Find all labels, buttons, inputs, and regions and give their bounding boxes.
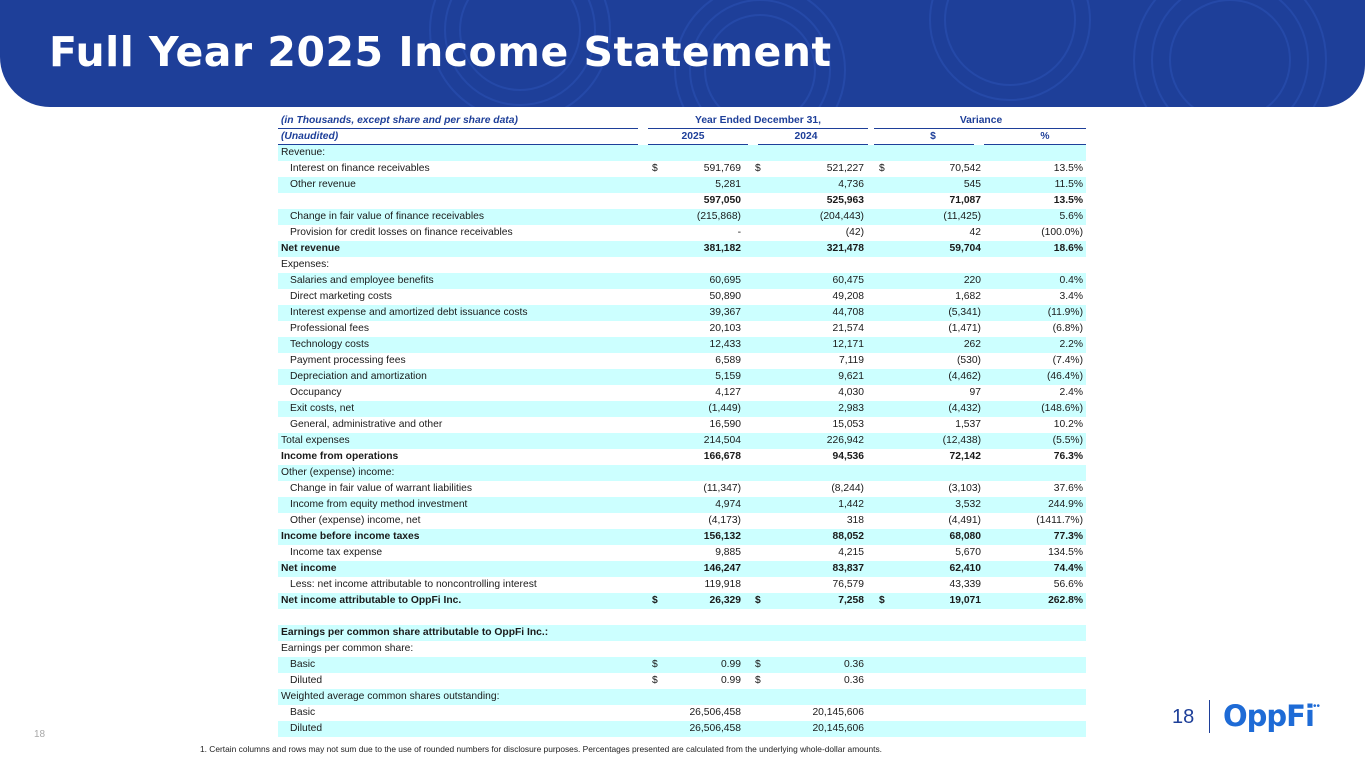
- table-row: [278, 257, 1086, 273]
- oppfi-logo: OppFi: [1223, 699, 1314, 733]
- value-variance: 71,087: [949, 195, 981, 206]
- value-2025: 12,433: [709, 339, 741, 350]
- value-variance-pct: 13.5%: [1053, 195, 1083, 206]
- value-2024: 0.36: [843, 675, 864, 686]
- table-row: [278, 625, 1086, 641]
- table-row: [278, 161, 1086, 177]
- value-variance-pct: (7.4%): [1052, 355, 1083, 366]
- value-2025: 60,695: [709, 275, 741, 286]
- row-label: Income before income taxes: [281, 531, 420, 542]
- value-2025: 0.99: [720, 659, 741, 670]
- value-2024: 12,171: [832, 339, 864, 350]
- table-row: [278, 433, 1086, 449]
- value-2025: 6,589: [715, 355, 741, 366]
- value-variance-pct: 3.4%: [1059, 291, 1083, 302]
- value-2024: 60,475: [832, 275, 864, 286]
- row-label: Revenue:: [281, 147, 326, 158]
- brand-separator: [1209, 700, 1210, 733]
- value-variance-pct: 262.8%: [1048, 595, 1083, 606]
- table-header-row-2: [278, 129, 1086, 145]
- value-variance: 262: [963, 339, 981, 350]
- value-2024: 0.36: [843, 659, 864, 670]
- value-2024: 2,983: [838, 403, 864, 414]
- value-variance: (11,425): [943, 211, 981, 222]
- value-variance-pct: 77.3%: [1053, 531, 1083, 542]
- value-2024: 1,442: [838, 499, 864, 510]
- value-variance-pct: 11.5%: [1054, 179, 1083, 190]
- value-variance-pct: (11.9%): [1047, 307, 1083, 318]
- value-2024: 44,708: [832, 307, 864, 318]
- value-2024: 94,536: [832, 451, 864, 462]
- table-row: [278, 145, 1086, 161]
- value-2024: 49,208: [832, 291, 864, 302]
- table-row: [278, 353, 1086, 369]
- value-2025: 5,159: [715, 371, 741, 382]
- value-2025: 26,506,458: [689, 723, 741, 734]
- value-variance: 3,532: [955, 499, 981, 510]
- value-2024: 7,258: [838, 595, 864, 606]
- row-label: Other (expense) income:: [281, 467, 395, 478]
- table-row: [278, 673, 1086, 689]
- value-2025: 156,132: [703, 531, 741, 542]
- value-2024: 4,736: [838, 179, 864, 190]
- value-2024: 15,053: [832, 419, 864, 430]
- header-col-2024: 2024: [794, 131, 818, 142]
- row-label: Depreciation and amortization: [290, 371, 427, 382]
- value-variance: 72,142: [949, 451, 981, 462]
- value-2024: 21,574: [832, 323, 864, 334]
- table-row: [278, 689, 1086, 705]
- row-label: Total expenses: [281, 435, 350, 446]
- value-variance: 43,339: [949, 579, 981, 590]
- table-row: [278, 705, 1086, 721]
- value-variance: 59,704: [949, 243, 981, 254]
- value-2024: 9,621: [838, 371, 864, 382]
- row-label: Income from equity method investment: [290, 499, 468, 510]
- table-row: [278, 417, 1086, 433]
- dollar-2024: $: [755, 659, 761, 670]
- table-row: [278, 545, 1086, 561]
- table-row: [278, 337, 1086, 353]
- row-label: Basic: [290, 659, 316, 670]
- value-2024: 521,227: [826, 163, 864, 174]
- value-variance-pct: 134.5%: [1048, 547, 1083, 558]
- row-label: Change in fair value of warrant liabilities: [290, 483, 473, 494]
- value-2024: (8,244): [831, 483, 864, 494]
- dollar-2025: $: [652, 659, 658, 670]
- row-label: Occupancy: [290, 387, 342, 398]
- table-row: [278, 305, 1086, 321]
- table-row: [278, 529, 1086, 545]
- table-row: [278, 657, 1086, 673]
- value-variance-pct: (148.6%): [1041, 403, 1083, 414]
- value-2025: 0.99: [720, 675, 741, 686]
- value-variance: 1,537: [955, 419, 981, 430]
- header-col-2025: 2025: [681, 131, 705, 142]
- value-2025: 381,182: [703, 243, 741, 254]
- dollar-2024: $: [755, 163, 761, 174]
- value-2025: 4,127: [715, 387, 741, 398]
- value-2025: 597,050: [703, 195, 741, 206]
- slide-title: Full Year 2025 Income Statement: [49, 28, 832, 76]
- value-2025: 20,103: [709, 323, 741, 334]
- value-2025: 26,329: [709, 595, 741, 606]
- table-row: [278, 177, 1086, 193]
- table-row: [278, 321, 1086, 337]
- table-row: [278, 273, 1086, 289]
- value-variance: (530): [956, 355, 981, 366]
- dollar-2025: $: [652, 163, 658, 174]
- value-2024: 318: [846, 515, 864, 526]
- dollar-2024: $: [755, 675, 761, 686]
- row-label: Net revenue: [281, 243, 340, 254]
- table-row: [278, 385, 1086, 401]
- row-label: Professional fees: [290, 323, 369, 334]
- value-2024: (42): [845, 227, 864, 238]
- value-2024: 88,052: [832, 531, 864, 542]
- value-variance-pct: 74.4%: [1053, 563, 1083, 574]
- value-variance-pct: 2.2%: [1059, 339, 1083, 350]
- value-variance-pct: 2.4%: [1059, 387, 1083, 398]
- value-variance-pct: (100.0%): [1041, 227, 1083, 238]
- dollar-variance: $: [879, 163, 885, 174]
- row-label: Less: net income attributable to noncontrolling interest: [290, 579, 537, 590]
- row-label: Interest expense and amortized debt issuance costs: [290, 307, 528, 318]
- value-2025: 119,918: [704, 579, 741, 590]
- row-label: Net income attributable to OppFi Inc.: [281, 595, 462, 606]
- value-variance: 97: [969, 387, 981, 398]
- value-variance: 220: [963, 275, 981, 286]
- value-variance-pct: (6.8%): [1052, 323, 1083, 334]
- value-2024: 76,579: [832, 579, 864, 590]
- value-2025: 26,506,458: [689, 707, 741, 718]
- table-row: [278, 465, 1086, 481]
- value-variance-pct: 18.6%: [1053, 243, 1083, 254]
- value-2025: 5,281: [715, 179, 741, 190]
- table-row: [278, 209, 1086, 225]
- table-row: [278, 721, 1086, 737]
- header-year-group: Year Ended December 31,: [695, 115, 821, 126]
- value-2025: 9,885: [715, 547, 741, 558]
- value-variance: 545: [963, 179, 981, 190]
- table-row: [278, 289, 1086, 305]
- table-row: [278, 593, 1086, 609]
- value-variance: (4,462): [948, 371, 981, 382]
- table-row: [278, 193, 1086, 209]
- value-2025: -: [737, 227, 741, 238]
- table-row: [278, 241, 1086, 257]
- table-row: [278, 481, 1086, 497]
- row-label: Change in fair value of finance receivables: [290, 211, 485, 222]
- header-variance-group: Variance: [959, 115, 1003, 126]
- value-variance: (12,438): [942, 435, 981, 446]
- table-row: [278, 641, 1086, 657]
- value-variance-pct: 56.6%: [1053, 579, 1083, 590]
- row-label: Exit costs, net: [290, 403, 355, 414]
- dollar-variance: $: [879, 595, 885, 606]
- footnote: 1. Certain columns and rows may not sum due to the use of rounded numbers for disclosure purposes. Percentages presented are calculated from the underlying whole-dollar amounts.: [200, 744, 883, 754]
- income-statement-table: [278, 113, 1086, 737]
- value-variance: 68,080: [949, 531, 981, 542]
- value-variance: 5,670: [955, 547, 981, 558]
- value-2024: 525,963: [826, 195, 864, 206]
- dollar-2024: $: [755, 595, 761, 606]
- table-row: [278, 497, 1086, 513]
- value-variance-pct: 244.9%: [1048, 499, 1083, 510]
- row-label: Net income: [281, 563, 337, 574]
- row-label: Direct marketing costs: [290, 291, 392, 302]
- value-variance-pct: 37.6%: [1053, 483, 1083, 494]
- row-label: Income tax expense: [290, 547, 383, 558]
- row-label: Earnings per common share:: [281, 643, 414, 654]
- table-row: [278, 225, 1086, 241]
- value-2024: 20,145,606: [812, 723, 864, 734]
- value-2025: (215,868): [696, 211, 741, 222]
- value-variance: 1,682: [955, 291, 981, 302]
- value-2024: 226,942: [826, 435, 864, 446]
- value-variance-pct: 13.5%: [1053, 163, 1083, 174]
- header-col-pct: %: [1040, 131, 1050, 142]
- value-variance: (4,491): [948, 515, 981, 526]
- dollar-2025: $: [652, 595, 658, 606]
- row-label: Technology costs: [290, 339, 369, 350]
- value-variance: (1,471): [948, 323, 981, 334]
- table-row: [278, 513, 1086, 529]
- row-label: Interest on finance receivables: [290, 163, 430, 174]
- value-2025: 39,367: [709, 307, 741, 318]
- row-label: Diluted: [290, 675, 323, 686]
- value-variance: 62,410: [949, 563, 981, 574]
- value-2025: 214,504: [703, 435, 741, 446]
- brand-page-number: 18: [1172, 706, 1195, 728]
- row-label: Expenses:: [281, 259, 330, 270]
- value-variance: 70,542: [949, 163, 981, 174]
- table-row: [278, 401, 1086, 417]
- value-2024: 321,478: [826, 243, 864, 254]
- value-2025: 166,678: [703, 451, 741, 462]
- row-label: General, administrative and other: [290, 419, 443, 430]
- value-2025: 16,590: [709, 419, 741, 430]
- row-label: Other (expense) income, net: [290, 515, 421, 526]
- value-2025: 4,974: [715, 499, 741, 510]
- value-variance-pct: (46.4%): [1046, 371, 1083, 382]
- value-variance-pct: 10.2%: [1053, 419, 1083, 430]
- value-variance: 42: [969, 227, 981, 238]
- row-label: Basic: [290, 707, 316, 718]
- oppfi-logo-dots: ••: [1313, 701, 1321, 712]
- value-variance-pct: 76.3%: [1053, 451, 1083, 462]
- row-label: Salaries and employee benefits: [290, 275, 434, 286]
- value-2024: 7,119: [838, 355, 864, 366]
- value-variance-pct: 5.6%: [1059, 211, 1083, 222]
- page-number: 18: [34, 729, 46, 740]
- value-variance-pct: 0.4%: [1059, 275, 1083, 286]
- value-variance: (4,432): [948, 403, 981, 414]
- value-variance-pct: (5.5%): [1052, 435, 1083, 446]
- value-variance-pct: (1411.7%): [1036, 515, 1083, 526]
- value-2024: 83,837: [832, 563, 864, 574]
- row-label: Earnings per common share attributable to OppFi Inc.:: [281, 627, 549, 638]
- header-unaudited-label: (Unaudited): [281, 131, 339, 142]
- value-2024: 20,145,606: [812, 707, 864, 718]
- table-body: [278, 145, 1086, 737]
- value-2025: (4,173): [708, 515, 741, 526]
- row-label: Other revenue: [290, 179, 356, 190]
- table-header-row-1: [278, 113, 1086, 129]
- row-label: Income from operations: [281, 451, 399, 462]
- row-label: Weighted average common shares outstanding:: [281, 691, 500, 702]
- value-2025: (1,449): [708, 403, 741, 414]
- header-col-dollar: $: [930, 131, 936, 142]
- dollar-2025: $: [652, 675, 658, 686]
- value-2025: 50,890: [709, 291, 741, 302]
- row-label: Payment processing fees: [290, 355, 406, 366]
- title-banner: [0, 0, 1365, 107]
- table-row: [278, 369, 1086, 385]
- table-row: [278, 577, 1086, 593]
- value-variance: 19,071: [949, 595, 981, 606]
- value-2024: 4,030: [838, 387, 864, 398]
- table-row: [278, 561, 1086, 577]
- value-2024: (204,443): [819, 211, 864, 222]
- value-2025: (11,347): [703, 483, 741, 494]
- value-2025: 146,247: [703, 563, 741, 574]
- table-row: [278, 449, 1086, 465]
- table-row: [278, 609, 1086, 625]
- row-label: Diluted: [290, 723, 323, 734]
- value-variance: (3,103): [948, 483, 981, 494]
- value-2024: 4,215: [838, 547, 864, 558]
- row-label: Provision for credit losses on finance receivables: [290, 227, 513, 238]
- header-units-label: (in Thousands, except share and per share data): [281, 115, 518, 126]
- value-variance: (5,341): [948, 307, 981, 318]
- value-2025: 591,769: [703, 163, 741, 174]
